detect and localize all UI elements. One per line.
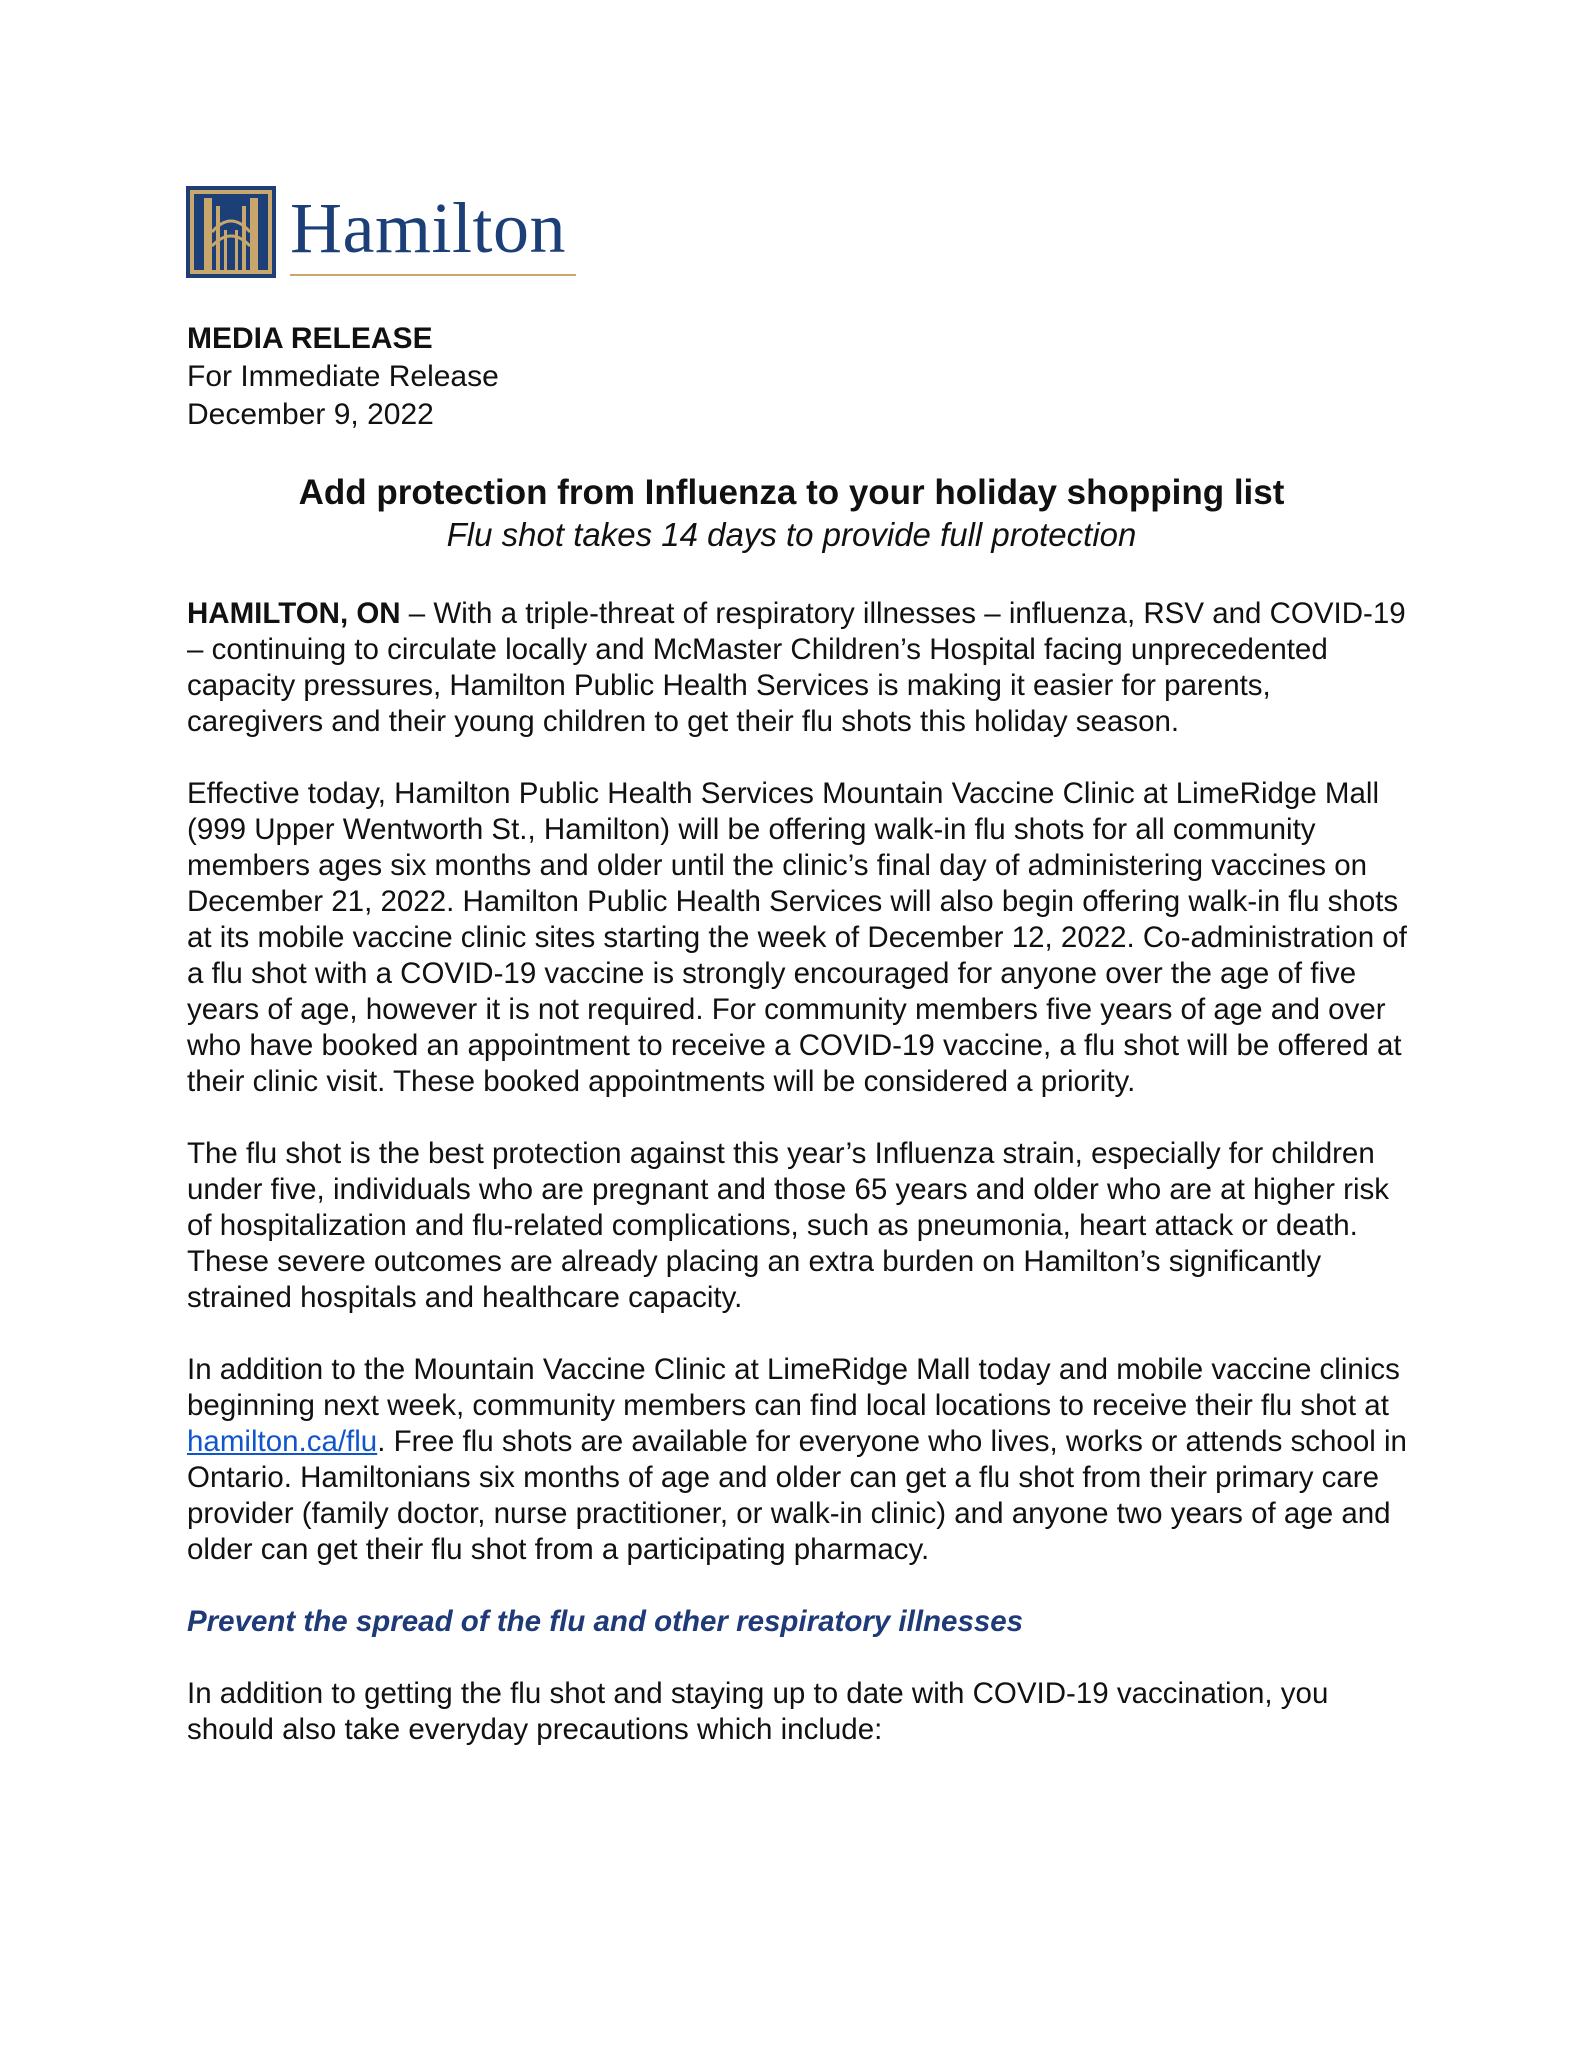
paragraph-precautions: In addition to getting the flu shot and staying up to date with COVID-19 vaccination, you should also take everyday precautions which include: [187, 1677, 1329, 1746]
media-release-label: MEDIA RELEASE [187, 322, 433, 355]
paragraph-protection: The flu shot is the best protection against this year’s Influenza strain, especially for children under five, individuals who are pregnant and those 65 years and older who are at higher risk of hospitalization and flu-related complications, such as pneumonia, heart attack or death. These severe outcomes are already placing an extra burden on Hamilton’s significantly strained hospitals and healthcare capacity. [187, 1137, 1390, 1314]
release-date: December 9, 2022 [187, 398, 434, 431]
logo-underline [290, 274, 576, 276]
hamilton-logo [186, 186, 596, 282]
headline: Add protection from Influenza to your holiday shopping list [298, 473, 1285, 512]
paragraph-locations-before: In addition to the Mountain Vaccine Clinic at LimeRidge Mall today and mobile vaccine clinics beginning next week, community members can find local locations to receive their flu shot at [187, 1353, 1400, 1422]
release-type: For Immediate Release [187, 360, 499, 393]
paragraph-intro-text: – With a triple-threat of respiratory illnesses – influenza, RSV and COVID-19 – continuing to circulate locally and McMaster Children’s Hospital facing unprecedented capacity pressures, Hamilton Public Health Services is making it easier for parents, caregivers and their young children to get their flu shots this holiday season. [187, 597, 1406, 738]
paragraph-locations [187, 1352, 1412, 1568]
paragraph-intro [187, 596, 1412, 740]
paragraph-locations-after: . Free flu shots are available for everyone who lives, works or attends school in Ontario. Hamiltonians six months of age and older can get a flu shot from their primary care provider (family doctor, nurse practitioner, or walk-in clinic) and anyone two years of age and older can get their flu shot from a participating pharmacy. [187, 1425, 1407, 1566]
logo-wordmark: Hamilton [290, 188, 566, 268]
hamilton-bridge-logo-icon [186, 186, 276, 278]
release-body [187, 596, 1412, 1784]
section-heading: Prevent the spread of the flu and other respiratory illnesses [187, 1605, 1024, 1638]
subheadline: Flu shot takes 14 days to provide full protection [446, 516, 1137, 553]
flu-info-link[interactable]: hamilton.ca/flu [187, 1425, 378, 1458]
paragraph-clinic: Effective today, Hamilton Public Health Services Mountain Vaccine Clinic at LimeRidge Mall (999 Upper Wentworth St., Hamilton) will be offering walk-in flu shots for all community members ages six months and older until the clinic’s final day of administering vaccines on December 21, 2022. Hamilton Public Health Services will also begin offering walk-in flu shots at its mobile vaccine clinic sites starting the week of December 12, 2022. Co-administration of a flu shot with a COVID-19 vaccine is strongly encouraged for anyone over the age of five years of age, however it is not required. For community members five years of age and over who have booked an appointment to receive a COVID-19 vaccine, a flu shot will be offered at their clinic visit. These booked appointments will be considered a priority. [187, 777, 1407, 1098]
dateline: HAMILTON, ON [187, 597, 401, 630]
release-header [187, 320, 499, 434]
headline-block [0, 472, 1583, 556]
